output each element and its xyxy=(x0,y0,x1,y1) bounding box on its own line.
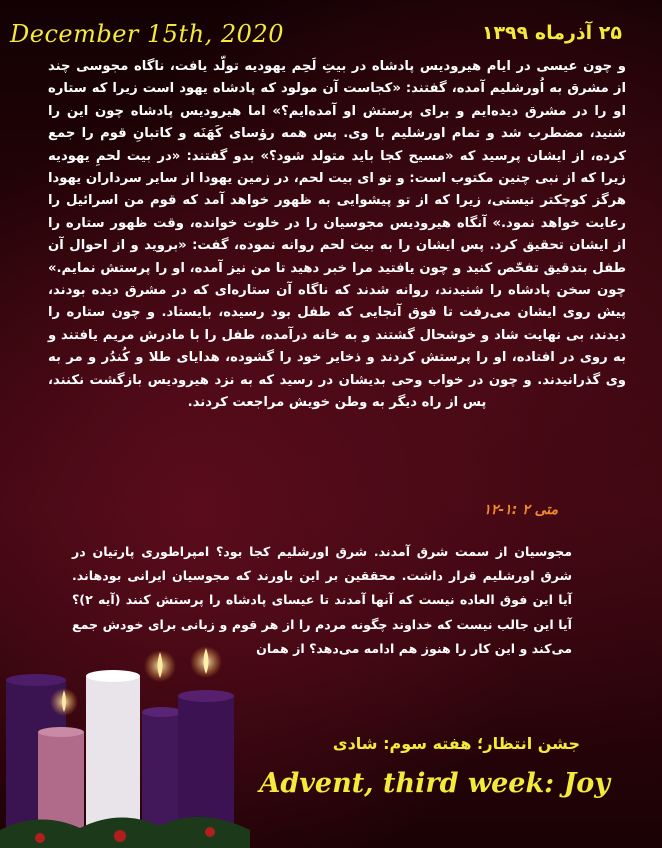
scripture-reference: متی ۲ :۱-۱۲ xyxy=(483,502,558,518)
commentary-text: مجوسیان از سمت شرق آمدند. شرق اورشلیم کجا بود؟ امپراطوری پارتیان در شرق اورشلیم قرار داشت. محققین بر این باورند که مجوسیان ایرانی بودهاند. آیا این فوق العاده نیست که آنها آمدند تا عیسای پادشاه را پرستش کنند (آیه ۲)؟ آیا این جالب نیست که خداوند چگونه مردم را از هر قوم و زبانی برای خودش جمع می‌کند و این کار را هنوز هم ادامه می‌دهد؟ از همان xyxy=(72,544,572,656)
advent-candles-illustration xyxy=(0,640,300,848)
date-persian: ۲۵ آذرماه ۱۳۹۹ xyxy=(481,22,622,44)
advent-title-persian: جشن انتظار؛ هفته سوم: شادی xyxy=(332,734,580,753)
advent-title-english: Advent, third week: Joy xyxy=(259,768,610,799)
date-english: December 15th, 2020 xyxy=(10,20,284,48)
scripture-text: و چون عیسی در ایام هیرودیس پادشاه در بیتِ لَحِم یهودیه تولّد یافت، ناگاه مجوسی چند از مشرق به اُورشلیم آمده، گفتند: «کجاست آن مولود که پادشاه یهود است زیرا که ستاره او را در مشرق دیده‌ایم و برای پرستش او آمده‌ایم؟» اما هیرودیس پادشاه چون این را شنید، مضطرب شد و تمام اورشلیم با وی. پس همه رؤسای کَهَنَه و کاتبانِ قوم را جمع کرده، از ایشان پرسید که «مسیح کجا باید متولد شود؟» بدو گفتند: «در بیت لحمِ یهودیه زیرا که از نبی چنین مکتوب است: و تو ای بیت لحم، در زمین یهودا از سایر سرداران یهودا هرگز کوچکتر نیستی، زیرا که از تو پیشوایی به ظهور خواهد آمد که قوم من اسرائیل را رعایت خواهد نمود.» آنگاه هیرودیس مجوسیان را در خلوت خوانده، وقت ظهور ستاره را از ایشان تحقیق کرد. پس ایشان را به بیت لحم روانه نموده، گفت: «بروید و از احوال آن طفل بتدقیق تفحّص کنید و چون یافتید مرا خبر دهید تا من نیز آمده، او را پرستش نمایم.» چون سخن پادشاه را شنیدند، روانه شدند که ناگاه آن ستاره‌ای که در مشرق دیده بودند، پیش روی ایشان می‌رفت تا فوق آنجایی که طفل بود رسیده، بایستاد. و چون ستاره را دیدند، بی نهایت شاد و خوشحال گشتند و به خانه درآمده، طفل را با مادرش مریم یافتند و به روی در افتاده، او را پرستش کردند و ذخایر خود را گشوده، هدایای طلا و کُندُر و مر به وی گذرانیدند. و چون در خواب وحی بدیشان در رسید که به نزد هیرودیس بازگشت نکنند، پس از راه دیگر به وطن خویش مراجعت کردند. xyxy=(48,59,626,411)
